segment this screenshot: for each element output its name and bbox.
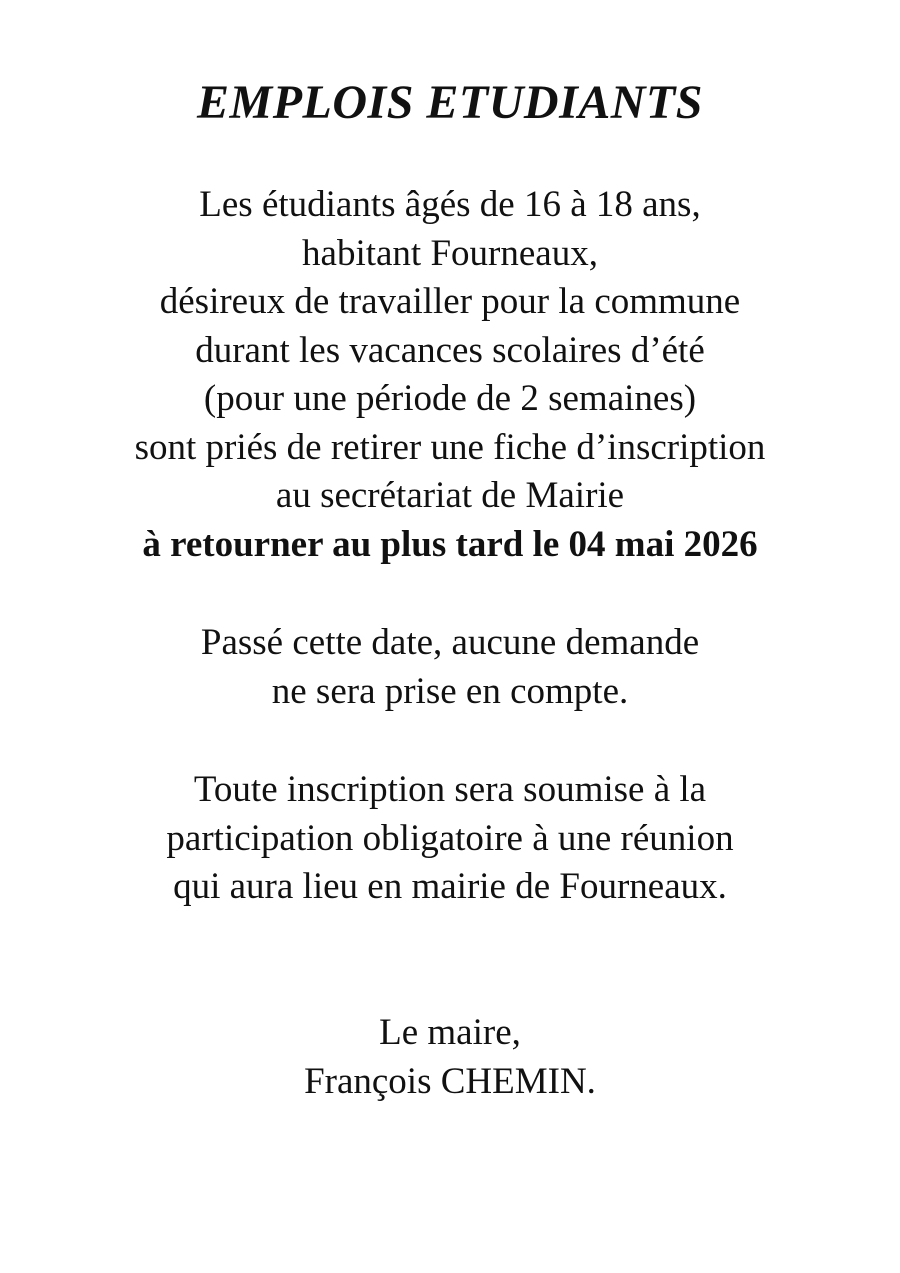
meeting-paragraph (0, 766, 900, 912)
text-line: Les étudiants âgés de 16 à 18 ans, (199, 184, 701, 225)
signature-block (0, 1009, 900, 1106)
deadline-warning-paragraph (0, 619, 900, 716)
page-title: EMPLOIS ETUDIANTS (197, 76, 703, 129)
text-line: Toute inscription sera soumise à la (193, 769, 707, 810)
text-line: qui aura lieu en mairie de Fourneaux. (173, 866, 727, 907)
text-line: désireux de travailler pour la commune (159, 281, 741, 322)
text-line: (pour une période de 2 semaines) (203, 378, 697, 419)
text-line: au secrétariat de Mairie (275, 475, 625, 516)
eligibility-paragraph (0, 181, 900, 569)
signature-name: François CHEMIN. (304, 1060, 596, 1102)
text-line: participation obligatoire à une réunion (166, 817, 734, 859)
deadline-line: à retourner au plus tard le 04 mai 2026 (142, 523, 758, 565)
text-line: durant les vacances scolaires d’été (195, 329, 705, 371)
text-line: Passé cette date, aucune demande (200, 622, 700, 663)
signature-role: Le maire, (379, 1012, 521, 1053)
text-line: sont priés de retirer une fiche d’inscription (134, 426, 766, 468)
text-line: habitant Fourneaux, (302, 232, 598, 274)
text-line: ne sera prise en compte. (271, 670, 629, 712)
